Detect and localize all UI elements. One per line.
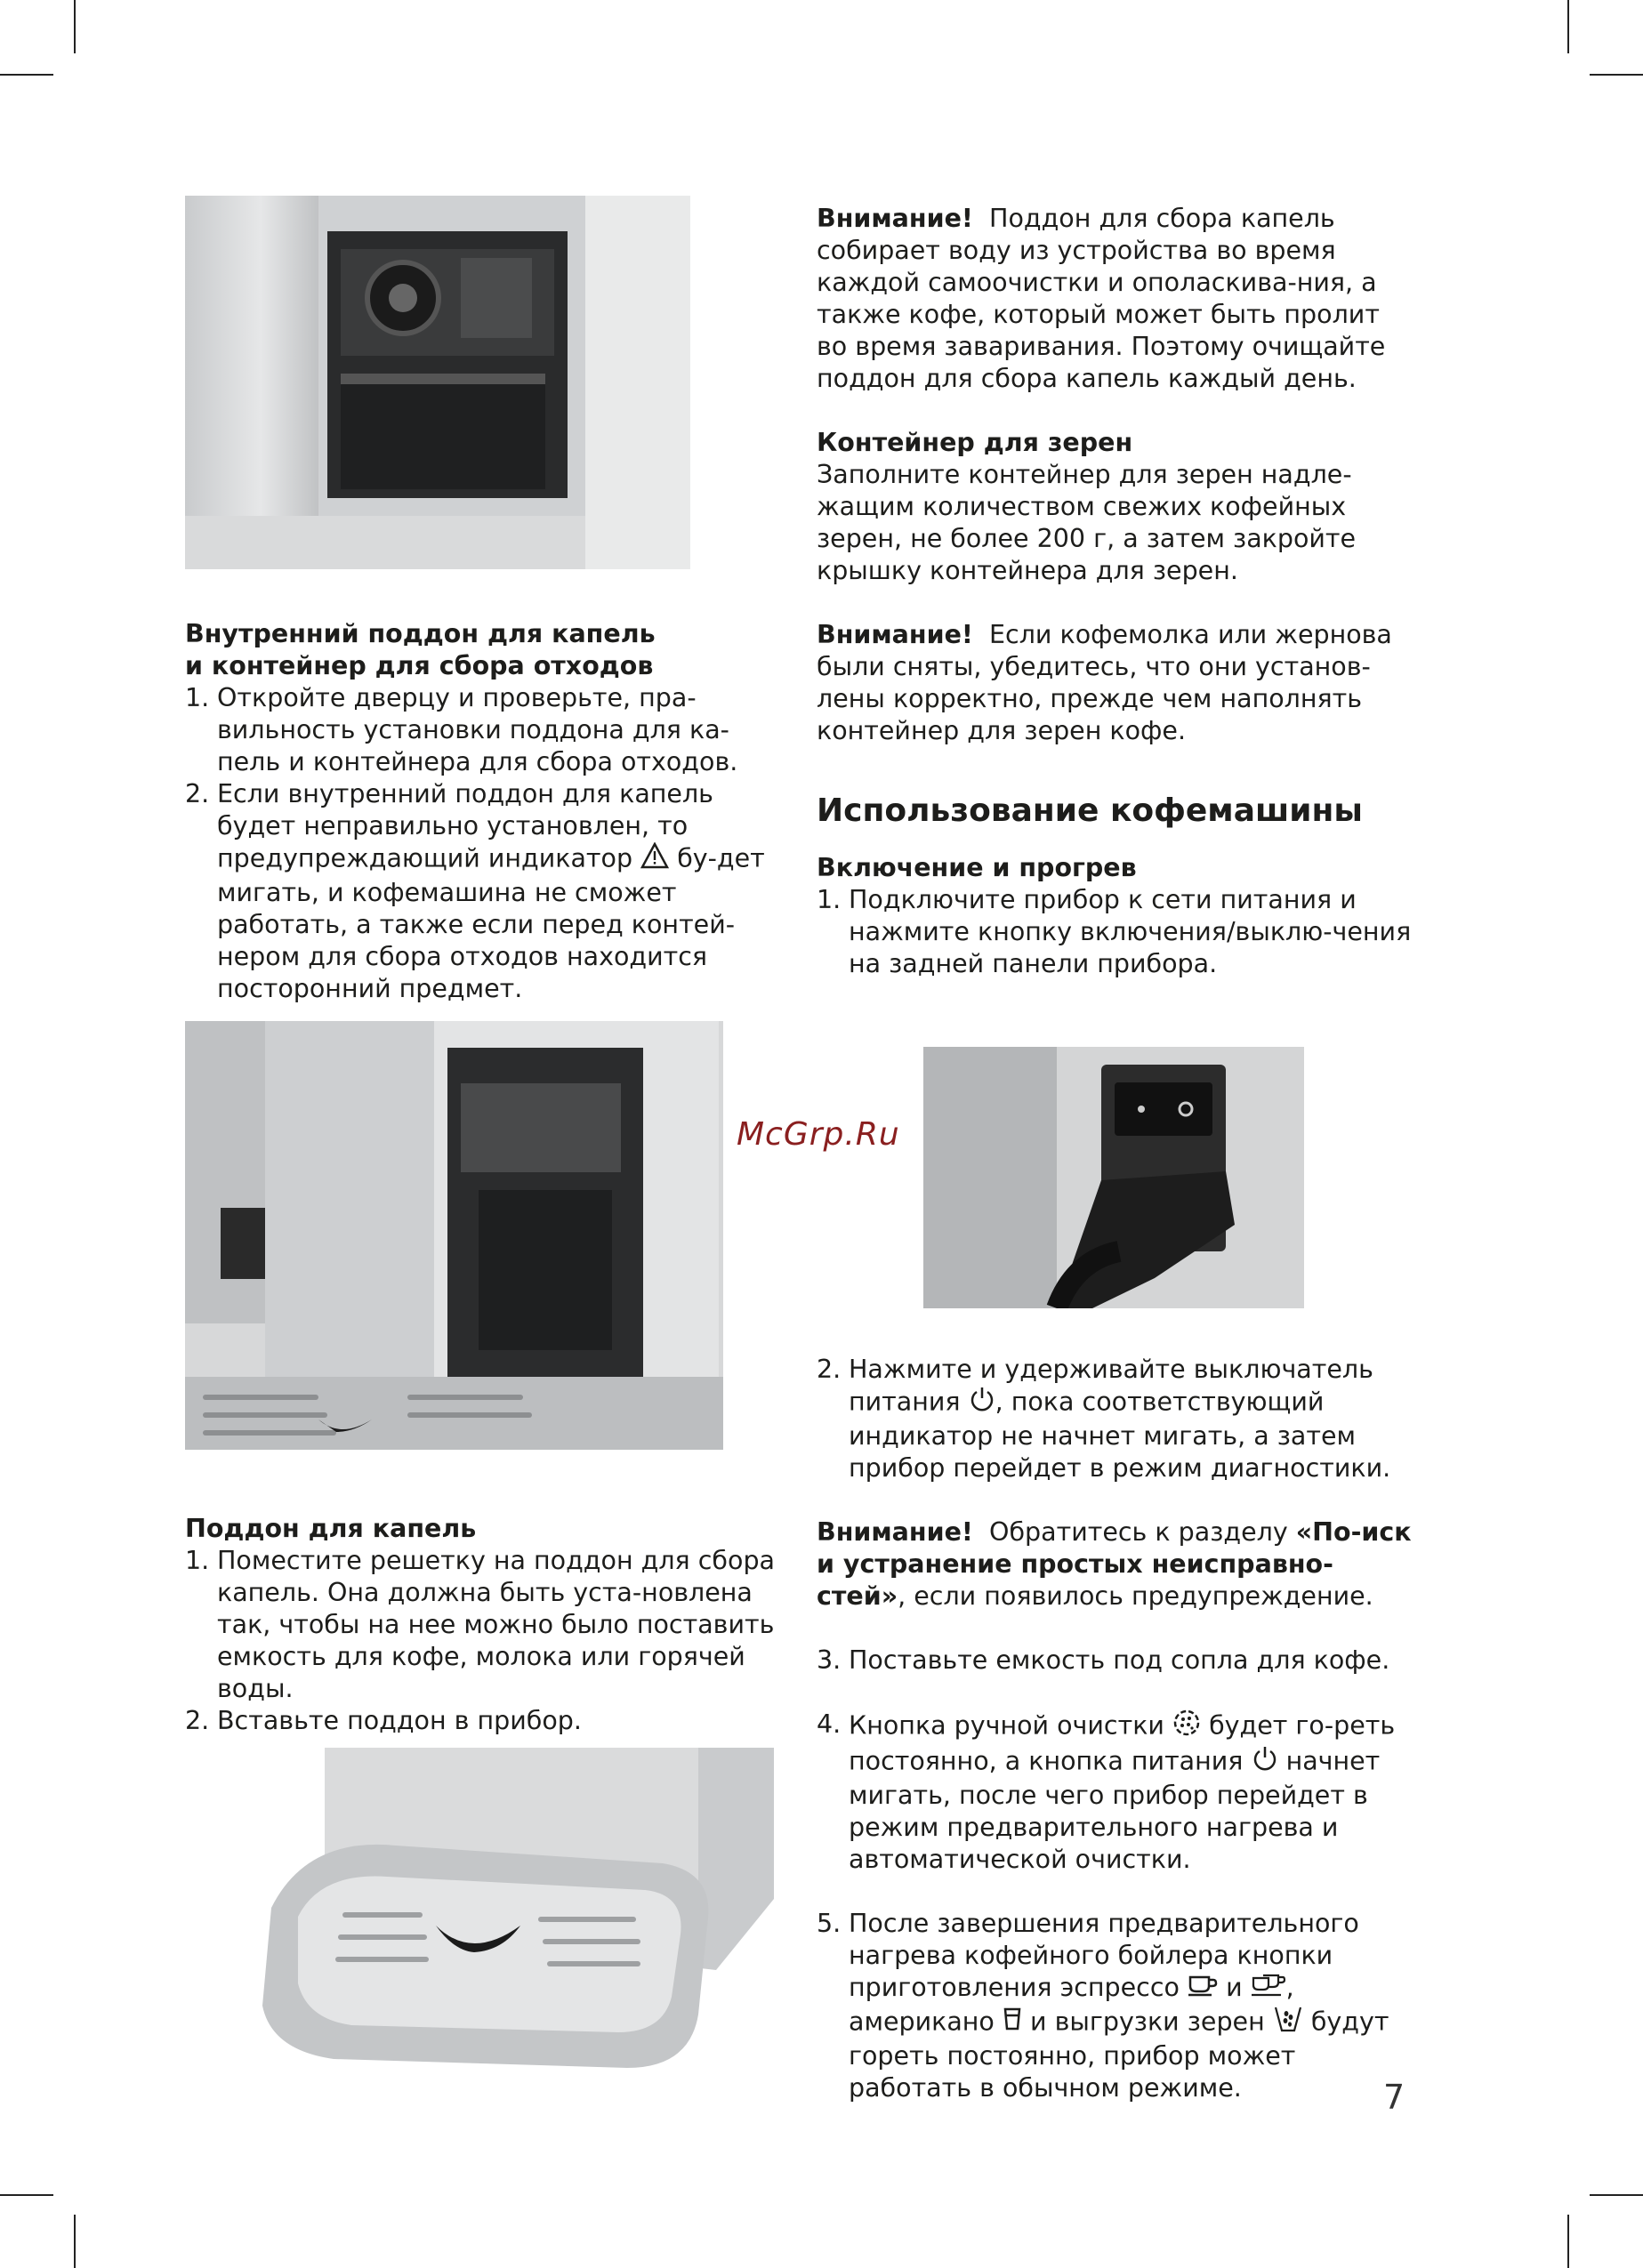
inner-drip-tray-photo xyxy=(185,196,690,569)
crop-mark xyxy=(74,0,76,53)
espresso-cup-icon xyxy=(1188,1973,1218,2005)
attention-grinder: Внимание! Если кофемолка или жернова были сняты, убедитесь, что они установ-лены корректно, прежде чем наполнять контейнер для зерен кофе. xyxy=(817,620,1392,745)
power-steps xyxy=(817,884,1413,980)
crop-mark xyxy=(0,74,53,76)
power-icon xyxy=(969,1386,995,1420)
list-item: 2. Нажмите и удерживайте выключатель питания , пока соответствующий индикатор не начнет мигать, а затем прибор перейдет в режим диагностики. xyxy=(817,1355,1391,1483)
list-item: 5. После завершения предварительного нагрева кофейного бойлера кнопки приготовления эспрессо и , американо и выгрузки зерен будут гореть постоянно, прибор может работать в обычном режиме. xyxy=(817,1909,1389,2103)
inner-tray-steps xyxy=(185,682,777,1005)
bean-discharge-icon xyxy=(1273,2006,1303,2040)
cleaning-icon xyxy=(1172,1709,1201,1745)
attention-troubleshooting: Внимание! Обратитесь к разделу «По-иск и устранение простых неисправно-стей», если появилось предупреждение. xyxy=(817,1517,1412,1611)
right-column-top xyxy=(817,203,1413,980)
page-number: 7 xyxy=(1383,2078,1405,2117)
drip-tray-photo xyxy=(236,1748,774,2086)
power-heading: Включение и прогрев xyxy=(817,853,1137,882)
attention-drip-tray: Внимание! Поддон для сбора капель собирает воду из устройства во время каждой самоочистки и ополаскива-ния, а также кофе, который может быть пролит во время заваривания. Поэтому очищайте поддон для сбора капель каждый день. xyxy=(817,204,1386,393)
right-column-bottom xyxy=(817,1354,1413,2104)
left-column xyxy=(185,618,777,1005)
crop-mark xyxy=(1590,74,1643,76)
crop-mark xyxy=(1567,0,1569,53)
power-icon xyxy=(1252,1745,1278,1780)
list-item: 1. Подключите прибор к сети питания и нажмите кнопку включения/выклю-чения на задней панели прибора. xyxy=(817,885,1412,978)
beans-text: Заполните контейнер для зерен надле-жащим количеством свежих кофейных зерен, не более 200 г, а затем закройте крышку контейнера для зерен. xyxy=(817,460,1357,585)
operation-steps xyxy=(817,1354,1413,1484)
crop-mark xyxy=(0,2194,53,2196)
power-switch-photo xyxy=(923,1047,1304,1308)
americano-cup-icon xyxy=(1003,2007,1022,2039)
drip-tray-heading: Поддон для капель xyxy=(185,1514,477,1543)
list-item: 2. Если внутренний поддон для капель будет неправильно установлен, то предупреждающий индикатор бу-дет мигать, и кофемашина не сможет работать, а также если перед контей-нером для сбора отходов находится посторонний предмет. xyxy=(185,779,765,1003)
list-item: 1. Откройте дверцу и проверьте, пра-вильность установки поддона для ка-пель и контейнера для сбора отходов. xyxy=(185,683,738,776)
warning-triangle-icon xyxy=(640,842,669,877)
crop-mark xyxy=(1567,2215,1569,2268)
waste-container-photo xyxy=(185,1021,723,1450)
drip-tray-section xyxy=(185,1513,777,1737)
drip-tray-steps xyxy=(185,1545,777,1737)
double-espresso-icon xyxy=(1251,1973,1286,2006)
list-item: 4. Кнопка ручной очистки будет го-реть постоянно, а кнопка питания начнет мигать, после чего прибор перейдет в режим предварительного нагрева и автоматической очистки. xyxy=(817,1709,1396,1874)
list-item: 3. Поставьте емкость под сопла для кофе. xyxy=(817,1645,1390,1675)
beans-heading: Контейнер для зерен xyxy=(817,428,1133,457)
usage-heading: Использование кофемашины xyxy=(817,792,1363,829)
list-item: 1. Поместите решетку на поддон для сбора капель. Она должна быть уста-новлена так, чтобы на нее можно было поставить емкость для кофе, молока или горячей воды. xyxy=(185,1546,775,1703)
crop-mark xyxy=(74,2215,76,2268)
watermark: McGrp.Ru xyxy=(737,1116,900,1153)
list-item: 2. Вставьте поддон в прибор. xyxy=(185,1706,582,1735)
crop-mark xyxy=(1590,2194,1643,2196)
operation-steps-2 xyxy=(817,1645,1413,2104)
inner-tray-heading: Внутренний поддон для капель и контейнер для сбора отходов xyxy=(185,619,656,680)
